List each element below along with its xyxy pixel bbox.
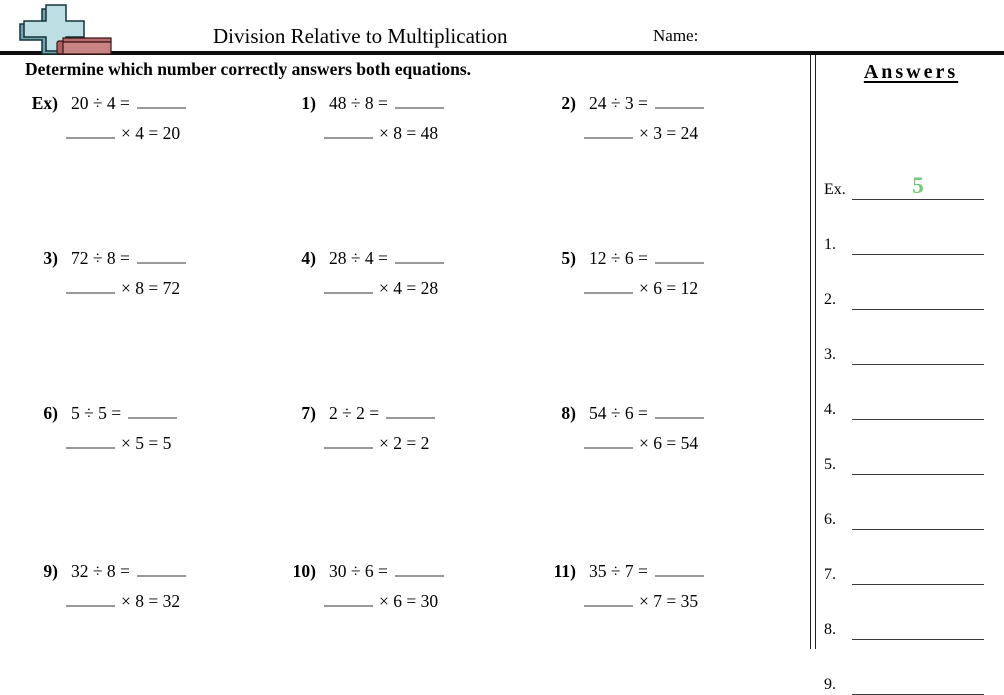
- problem-number: 4): [301, 248, 316, 268]
- problem-9: [14, 556, 186, 616]
- division-equation: 2 ÷ 2 =: [329, 403, 380, 423]
- division-answer-blank[interactable]: [655, 247, 704, 264]
- multiplication-equation: × 8 = 32: [121, 591, 181, 611]
- multiplication-equation: × 8 = 48: [379, 123, 439, 143]
- division-answer-blank[interactable]: [386, 402, 435, 419]
- answer-line[interactable]: [852, 173, 984, 200]
- multiplication-equation: × 7 = 35: [639, 591, 699, 611]
- answer-row-7: [824, 558, 984, 585]
- answer-row-6: [824, 503, 984, 530]
- division-equation: 48 ÷ 8 =: [329, 93, 388, 113]
- division-answer-blank[interactable]: [137, 247, 186, 264]
- problem-3: [14, 243, 186, 303]
- problem-1: [272, 88, 444, 148]
- problem-number: 11): [553, 561, 576, 581]
- division-equation: 28 ÷ 4 =: [329, 248, 388, 268]
- division-answer-blank[interactable]: [137, 560, 186, 577]
- division-answer-blank[interactable]: [655, 560, 704, 577]
- division-equation: 20 ÷ 4 =: [71, 93, 130, 113]
- answer-row-3: [824, 338, 984, 365]
- multiplication-answer-blank[interactable]: [584, 277, 633, 294]
- answer-line[interactable]: [852, 393, 984, 420]
- multiplication-answer-blank[interactable]: [66, 277, 115, 294]
- problem-number: 3): [43, 248, 58, 268]
- multiplication-equation: × 6 = 12: [639, 278, 699, 298]
- multiplication-answer-blank[interactable]: [66, 432, 115, 449]
- division-answer-blank[interactable]: [395, 92, 444, 109]
- division-answer-blank[interactable]: [395, 560, 444, 577]
- problem-7: [272, 398, 435, 458]
- problem-2: [532, 88, 704, 148]
- answer-line[interactable]: [852, 338, 984, 365]
- answer-line[interactable]: [852, 283, 984, 310]
- problem-number: 1): [301, 93, 316, 113]
- answer-row-5: [824, 448, 984, 475]
- answer-row-label: 3.: [824, 346, 836, 363]
- multiplication-equation: × 6 = 30: [379, 591, 439, 611]
- answer-line[interactable]: [852, 613, 984, 640]
- division-answer-blank[interactable]: [655, 92, 704, 109]
- problem-4: [272, 243, 444, 303]
- multiplication-answer-blank[interactable]: [324, 277, 373, 294]
- problem-10: [272, 556, 444, 616]
- division-equation: 30 ÷ 6 =: [329, 561, 388, 581]
- multiplication-answer-blank[interactable]: [324, 590, 373, 607]
- answers-divider: [810, 55, 816, 649]
- problem-number: Ex): [31, 93, 58, 113]
- answer-row-2: [824, 283, 984, 310]
- answer-row-label: 2.: [824, 291, 836, 308]
- division-equation: 35 ÷ 7 =: [589, 561, 648, 581]
- answer-row-label: 1.: [824, 236, 836, 253]
- problem-number: 9): [43, 561, 58, 581]
- answer-row-label: 4.: [824, 401, 836, 418]
- problem-5: [532, 243, 704, 303]
- answer-line[interactable]: [852, 668, 984, 695]
- answer-row-label: 6.: [824, 511, 836, 528]
- answers-title: Answers: [863, 61, 959, 83]
- name-label: Name:: [653, 26, 699, 45]
- answer-row-8: [824, 613, 984, 640]
- answer-row-label: 5.: [824, 456, 836, 473]
- multiplication-equation: × 3 = 24: [639, 123, 699, 143]
- plus-minus-math-logo-icon: [8, 1, 113, 60]
- problem-11: [532, 556, 704, 616]
- multiplication-equation: × 6 = 54: [639, 433, 699, 453]
- answer-row-label: 9.: [824, 676, 836, 693]
- problem-ex: [14, 88, 186, 148]
- problem-number: 7): [301, 403, 316, 423]
- problem-number: 6): [43, 403, 58, 423]
- multiplication-equation: × 8 = 72: [121, 278, 181, 298]
- multiplication-answer-blank[interactable]: [584, 432, 633, 449]
- instruction-text: Determine which number correctly answers both equations.: [25, 59, 472, 79]
- answer-row-ex: [824, 173, 984, 200]
- division-equation: 32 ÷ 8 =: [71, 561, 130, 581]
- answer-row-4: [824, 393, 984, 420]
- division-equation: 24 ÷ 3 =: [589, 93, 648, 113]
- multiplication-equation: × 4 = 20: [121, 123, 181, 143]
- answer-line[interactable]: [852, 448, 984, 475]
- multiplication-answer-blank[interactable]: [66, 590, 115, 607]
- multiplication-equation: × 5 = 5: [121, 433, 172, 453]
- worksheet-title: Division Relative to Multiplication: [213, 24, 508, 48]
- answer-row-label: Ex.: [824, 181, 846, 198]
- answer-line[interactable]: [852, 503, 984, 530]
- multiplication-answer-blank[interactable]: [584, 590, 633, 607]
- answer-value: 5: [912, 173, 924, 198]
- problem-number: 10): [292, 561, 316, 581]
- problem-6: [14, 398, 177, 458]
- problem-number: 2): [561, 93, 576, 113]
- division-equation: 5 ÷ 5 =: [71, 403, 122, 423]
- division-equation: 12 ÷ 6 =: [589, 248, 648, 268]
- answer-row-label: 7.: [824, 566, 836, 583]
- answer-row-1: [824, 228, 984, 255]
- problem-number: 5): [561, 248, 576, 268]
- division-equation: 54 ÷ 6 =: [589, 403, 648, 423]
- multiplication-answer-blank[interactable]: [66, 122, 115, 139]
- multiplication-answer-blank[interactable]: [324, 432, 373, 449]
- problem-number: 8): [561, 403, 576, 423]
- answer-line[interactable]: [852, 558, 984, 585]
- division-answer-blank[interactable]: [395, 247, 444, 264]
- answer-line[interactable]: [852, 228, 984, 255]
- division-equation: 72 ÷ 8 =: [71, 248, 130, 268]
- answer-row-label: 8.: [824, 621, 836, 638]
- problem-8: [532, 398, 704, 458]
- division-answer-blank[interactable]: [137, 92, 186, 109]
- division-answer-blank[interactable]: [655, 402, 704, 419]
- division-answer-blank[interactable]: [128, 402, 177, 419]
- multiplication-equation: × 4 = 28: [379, 278, 439, 298]
- multiplication-answer-blank[interactable]: [324, 122, 373, 139]
- answers-panel: [818, 55, 1004, 693]
- multiplication-equation: × 2 = 2: [379, 433, 430, 453]
- multiplication-answer-blank[interactable]: [584, 122, 633, 139]
- answer-row-9: [824, 668, 984, 695]
